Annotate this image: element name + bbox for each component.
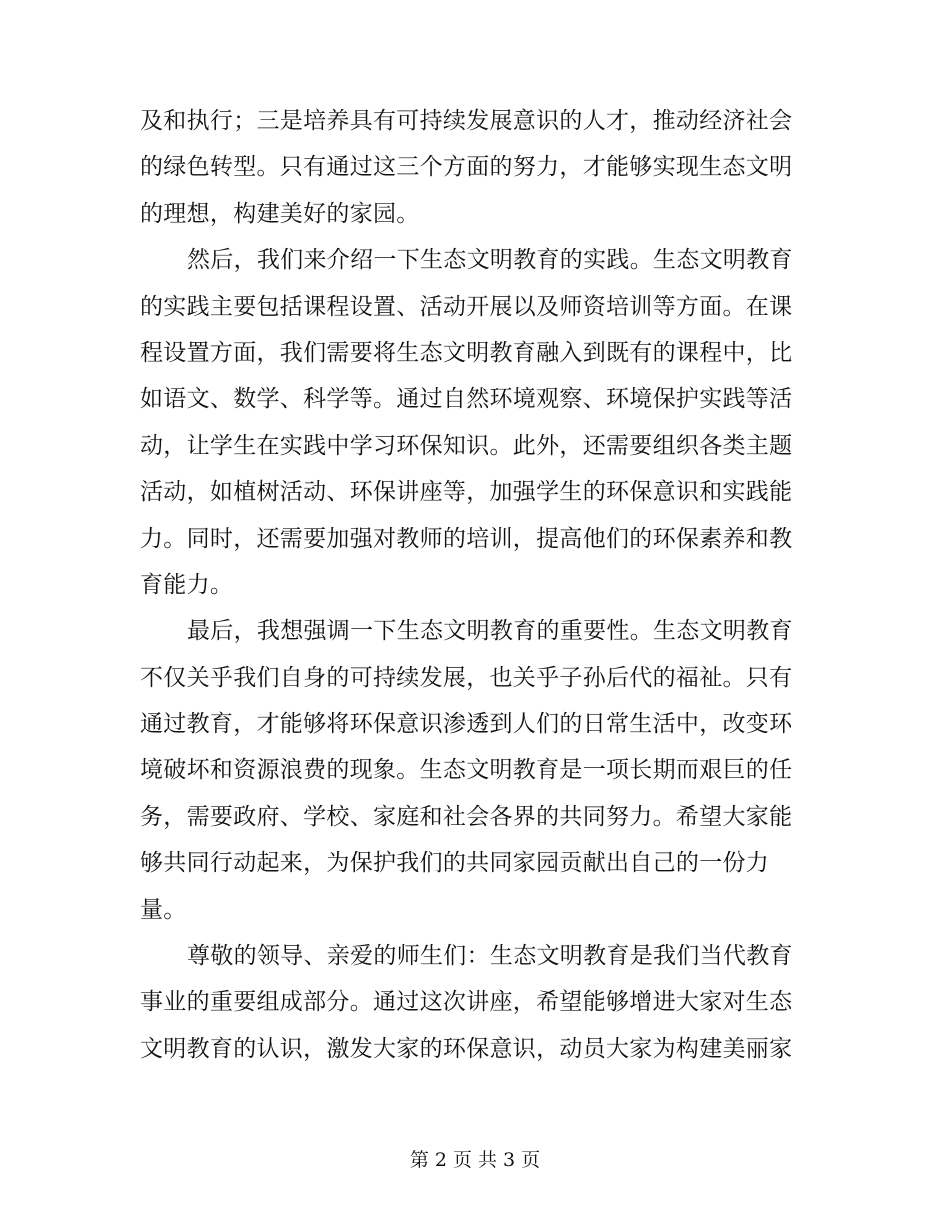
paragraph <box>140 237 800 608</box>
text-line: 不仅关乎我们自身的可持续发展，也关乎子孙后代的福祉。只有 <box>140 664 793 691</box>
paragraph <box>140 933 800 1072</box>
text-line: 境破坏和资源浪费的现象。生态文明教育是一项长期而艰巨的任 <box>140 757 793 784</box>
text-line: 然后，我们来介绍一下生态文明教育的实践。生态文明教育 <box>187 247 793 274</box>
text-line: 动，让学生在实践中学习环保知识。此外，还需要组织各类主题 <box>140 432 793 459</box>
text-line: 通过教育，才能够将环保意识渗透到人们的日常生活中，改变环 <box>140 711 793 738</box>
text-line: 活动，如植树活动、环保讲座等，加强学生的环保意识和实践能 <box>140 479 793 506</box>
text-line: 的绿色转型。只有通过这三个方面的努力，才能够实现生态文明 <box>140 154 793 181</box>
text-line: 及和执行；三是培养具有可持续发展意识的人才，推动经济社会 <box>140 108 793 134</box>
paragraph <box>140 608 800 933</box>
text-line: 力。同时，还需要加强对教师的培训，提高他们的环保素养和教 <box>140 525 793 552</box>
text-line: 如语文、数学、科学等。通过自然环境观察、环境保护实践等活 <box>140 386 793 413</box>
text-line: 够共同行动起来，为保护我们的共同家园贡献出自己的一份力 <box>140 850 770 877</box>
document-body <box>140 98 800 1072</box>
text-line: 文明教育的认识，激发大家的环保意识，动员大家为构建美丽家 <box>140 1035 793 1062</box>
text-line: 的实践主要包括课程设置、活动开展以及师资培训等方面。在课 <box>140 293 793 320</box>
text-line: 育能力。 <box>140 571 234 598</box>
paragraph <box>140 98 800 237</box>
page-number-footer: 第 2 页 共 3 页 <box>409 1149 541 1171</box>
text-line: 最后，我想强调一下生态文明教育的重要性。生态文明教育 <box>187 618 793 645</box>
text-line: 事业的重要组成部分。通过这次讲座，希望能够增进大家对生态 <box>140 989 793 1016</box>
text-line: 务，需要政府、学校、家庭和社会各界的共同努力。希望大家能 <box>140 803 793 830</box>
text-line: 程设置方面，我们需要将生态文明教育融入到既有的课程中，比 <box>140 339 793 366</box>
text-line: 量。 <box>140 896 187 923</box>
text-line: 尊敬的领导、亲爱的师生们：生态文明教育是我们当代教育 <box>187 943 793 970</box>
text-line: 的理想，构建美好的家园。 <box>140 200 420 227</box>
